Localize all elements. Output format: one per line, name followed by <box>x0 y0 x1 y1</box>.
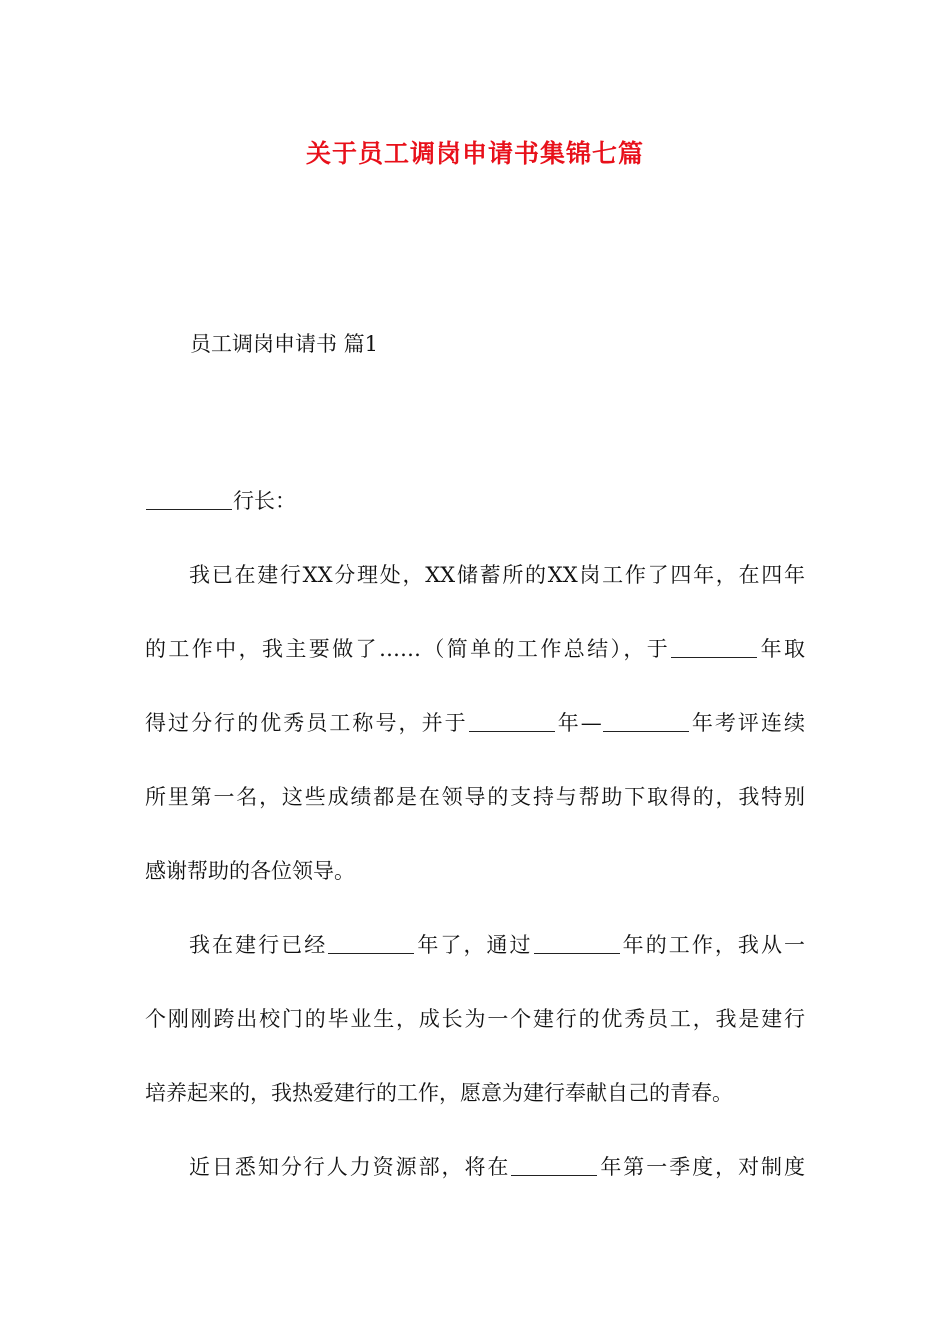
paragraph-line <box>145 612 805 686</box>
fill-blank <box>328 933 414 954</box>
paragraph-3 <box>145 1130 805 1204</box>
text-segment: 年考评连续 <box>689 711 806 735</box>
text-segment: 年— <box>555 711 602 735</box>
text-segment: 年的工作，我从一 <box>620 933 806 957</box>
text-segment: 年了，通过 <box>415 933 533 957</box>
paragraph-line <box>145 1130 805 1204</box>
paragraph-line: 我已在建行XX分理处，XX储蓄所的XX岗工作了四年，在四年 <box>189 563 805 587</box>
paragraph-line <box>145 908 805 982</box>
fill-blank <box>469 711 555 732</box>
paragraph-line: 个刚刚跨出校门的毕业生，成长为一个建行的优秀员工，我是建行 <box>145 1007 805 1031</box>
text-segment: 年第一季度，对制度 <box>598 1155 805 1179</box>
paragraph-line: 培养起来的，我热爱建行的工作，愿意为建行奉献自己的青春。 <box>145 1081 733 1105</box>
text-segment: 我在建行已经 <box>189 933 328 957</box>
fill-blank <box>534 933 620 954</box>
paragraph-1 <box>145 538 805 908</box>
salutation-blank <box>146 489 232 510</box>
salutation-text: 行长： <box>233 489 296 513</box>
text-segment: 得过分行的优秀员工称号，并于 <box>145 711 468 735</box>
text-segment: 的工作中，我主要做了……（简单的工作总结），于 <box>145 637 671 661</box>
document-title: 关于员工调岗申请书集锦七篇 <box>305 139 644 168</box>
fill-blank <box>603 711 689 732</box>
text-segment: 年取 <box>758 637 806 661</box>
fill-blank <box>671 637 757 658</box>
paragraph-line: 感谢帮助的各位领导。 <box>145 859 355 883</box>
salutation-line <box>145 464 805 538</box>
text-segment: 近日悉知分行人力资源部，将在 <box>189 1155 511 1179</box>
document-body <box>145 464 805 1204</box>
paragraph-line <box>145 686 805 760</box>
fill-blank <box>511 1155 597 1176</box>
section-heading: 员工调岗申请书 篇1 <box>190 332 379 356</box>
paragraph-2 <box>145 908 805 1130</box>
paragraph-line: 所里第一名，这些成绩都是在领导的支持与帮助下取得的，我特别 <box>145 785 805 809</box>
